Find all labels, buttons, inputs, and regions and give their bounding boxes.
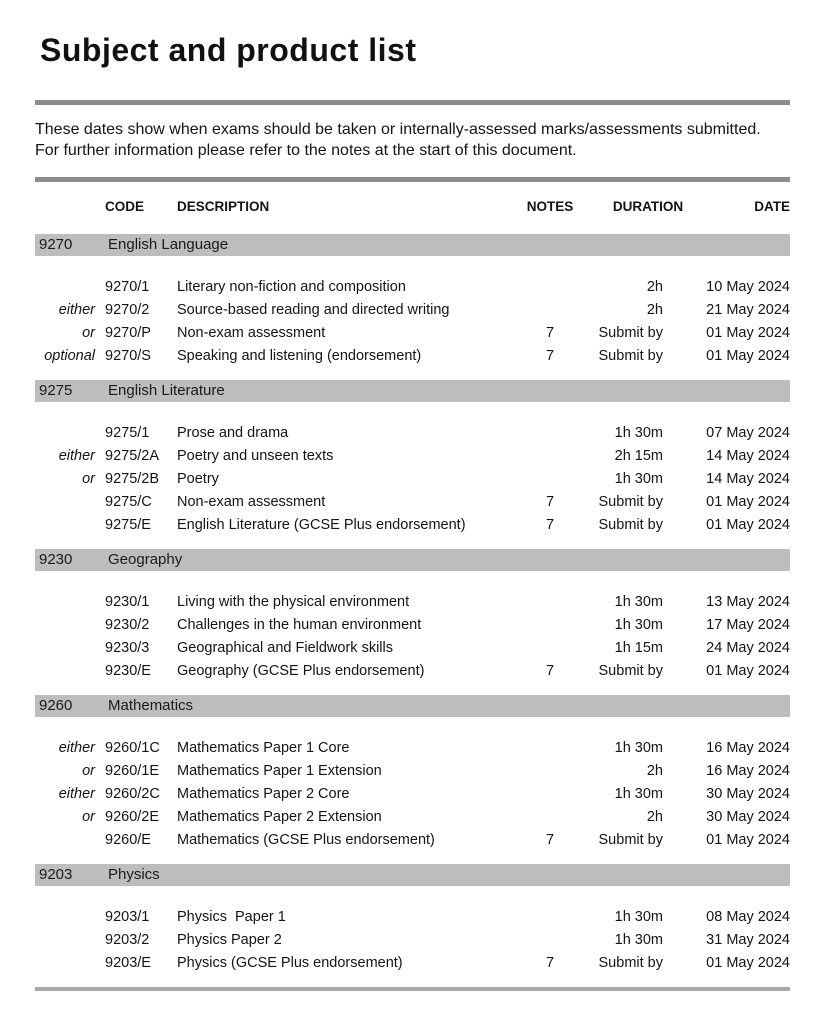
row-qualifier: or: [82, 325, 95, 341]
row-description: Mathematics Paper 2 Core: [177, 786, 350, 802]
table-row: [35, 322, 790, 345]
row-date: 14 May 2024: [706, 448, 790, 464]
row-date: 10 May 2024: [706, 279, 790, 295]
row-qualifier: either: [58, 786, 95, 802]
row-qualifier: or: [82, 809, 95, 825]
row-duration: Submit by: [598, 517, 663, 533]
row-code: 9203/E: [105, 955, 151, 971]
row-duration: 2h: [646, 763, 663, 779]
row-description: Non-exam assessment: [177, 494, 326, 510]
table-row: [35, 806, 790, 829]
table-row: [35, 737, 790, 760]
row-description: Prose and drama: [177, 425, 289, 441]
section-bar-code: 9270: [39, 236, 73, 253]
subject-section: [35, 695, 790, 852]
row-qualifier: [35, 952, 95, 975]
row-code: 9260/2C: [105, 786, 160, 802]
row-notes: [505, 614, 583, 637]
section-rows: [35, 422, 790, 537]
table-row: [35, 952, 790, 975]
row-qualifier: [35, 906, 95, 929]
row-date: 01 May 2024: [706, 494, 790, 510]
row-date: 07 May 2024: [706, 425, 790, 441]
table-row: [35, 660, 790, 683]
row-duration: 1h 30m: [614, 740, 663, 756]
row-description: Geography (GCSE Plus endorsement): [177, 663, 425, 679]
row-code: 9260/E: [105, 832, 151, 848]
row-qualifier: either: [58, 302, 95, 318]
row-code: 9230/1: [105, 594, 150, 610]
row-code: 9275/1: [105, 425, 150, 441]
section-bar: [35, 695, 790, 717]
horizontal-rule-under-intro: [35, 177, 790, 182]
sections: [35, 234, 790, 975]
row-duration: 2h: [646, 302, 663, 318]
row-notes: [505, 468, 583, 491]
row-qualifier: [35, 929, 95, 952]
section-rows: [35, 591, 790, 683]
subject-section: [35, 380, 790, 537]
section-bar: [35, 549, 790, 571]
row-qualifier: either: [58, 740, 95, 756]
row-date: 31 May 2024: [706, 932, 790, 948]
row-code: 9275/E: [105, 517, 151, 533]
table-row: [35, 514, 790, 537]
section-rows: [35, 906, 790, 975]
row-date: 01 May 2024: [706, 517, 790, 533]
column-header-duration: DURATION: [612, 199, 684, 214]
row-code: 9260/1C: [105, 740, 160, 756]
row-notes: [505, 276, 583, 299]
row-duration: Submit by: [598, 663, 663, 679]
row-code: 9203/2: [105, 932, 150, 948]
row-notes: [505, 929, 583, 952]
table-row: [35, 468, 790, 491]
table-row: [35, 445, 790, 468]
row-duration: Submit by: [598, 955, 663, 971]
row-notes: [505, 445, 583, 468]
subject-section: [35, 864, 790, 975]
row-code: 9270/1: [105, 279, 150, 295]
column-header-date: DATE: [754, 199, 790, 214]
row-description: Living with the physical environment: [177, 594, 410, 610]
row-notes: [505, 637, 583, 660]
section-rows: [35, 276, 790, 368]
row-duration: 1h 15m: [614, 640, 663, 656]
table-row: [35, 614, 790, 637]
section-bar-title: Mathematics: [108, 697, 194, 714]
row-code: 9203/1: [105, 909, 150, 925]
row-qualifier: or: [82, 763, 95, 779]
row-description: Non-exam assessment: [177, 325, 326, 341]
section-bar-code: 9275: [39, 382, 73, 399]
row-duration: 1h 30m: [614, 786, 663, 802]
row-duration: Submit by: [598, 348, 663, 364]
row-description: Physics (GCSE Plus endorsement): [177, 955, 403, 971]
row-notes: 7: [545, 832, 555, 848]
row-description: Mathematics Paper 1 Core: [177, 740, 350, 756]
row-description: English Literature (GCSE Plus endorsement): [177, 517, 466, 533]
row-notes: [505, 760, 583, 783]
row-qualifier: [35, 276, 95, 299]
row-notes: 7: [545, 663, 555, 679]
column-header-notes: NOTES: [526, 199, 574, 214]
row-notes: [505, 806, 583, 829]
row-date: 01 May 2024: [706, 832, 790, 848]
row-duration: 2h: [646, 809, 663, 825]
row-duration: 1h 30m: [614, 932, 663, 948]
subject-section: [35, 549, 790, 683]
row-notes: 7: [545, 494, 555, 510]
row-description: Mathematics Paper 2 Extension: [177, 809, 382, 825]
row-code: 9275/2B: [105, 471, 160, 487]
row-code: 9275/C: [105, 494, 152, 510]
row-notes: 7: [545, 325, 555, 341]
column-header-code: CODE: [105, 199, 145, 214]
row-code: 9275/2A: [105, 448, 160, 464]
row-description: Mathematics (GCSE Plus endorsement): [177, 832, 435, 848]
row-description: Speaking and listening (endorsement): [177, 348, 422, 364]
row-qualifier: [35, 514, 95, 537]
table-row: [35, 422, 790, 445]
section-bar-title: Physics: [108, 866, 160, 883]
row-qualifier: [35, 637, 95, 660]
row-duration: 2h 15m: [614, 448, 663, 464]
row-qualifier: or: [82, 471, 95, 487]
row-code: 9270/S: [105, 348, 151, 364]
row-notes: 7: [545, 348, 555, 364]
row-code: 9230/E: [105, 663, 151, 679]
page-title: Subject and product list: [40, 32, 417, 68]
row-code: 9270/P: [105, 325, 151, 341]
row-code: 9230/2: [105, 617, 150, 633]
section-bar: [35, 380, 790, 402]
subject-section: [35, 234, 790, 368]
row-duration: 2h: [646, 279, 663, 295]
section-bar: [35, 234, 790, 256]
table-row: [35, 299, 790, 322]
column-header-qualifier: [35, 198, 95, 216]
row-date: 17 May 2024: [706, 617, 790, 633]
row-duration: Submit by: [598, 494, 663, 510]
row-qualifier: either: [58, 448, 95, 464]
section-bar-title: English Language: [108, 236, 229, 253]
row-qualifier: [35, 591, 95, 614]
horizontal-rule-bottom: [35, 987, 790, 991]
row-code: 9230/3: [105, 640, 150, 656]
section-bar-title: Geography: [108, 551, 183, 568]
section-bar-code: 9260: [39, 697, 73, 714]
table-row: [35, 591, 790, 614]
row-date: 16 May 2024: [706, 763, 790, 779]
section-bar-title: English Literature: [108, 382, 225, 399]
row-date: 01 May 2024: [706, 348, 790, 364]
table-row: [35, 829, 790, 852]
row-duration: Submit by: [598, 325, 663, 341]
row-description: Poetry and unseen texts: [177, 448, 334, 464]
row-description: Geographical and Fieldwork skills: [177, 640, 393, 656]
row-date: 01 May 2024: [706, 955, 790, 971]
row-date: 24 May 2024: [706, 640, 790, 656]
row-description: Source-based reading and directed writing: [177, 302, 450, 318]
table-row: [35, 929, 790, 952]
section-rows: [35, 737, 790, 852]
row-duration: Submit by: [598, 832, 663, 848]
row-date: 14 May 2024: [706, 471, 790, 487]
row-notes: [505, 591, 583, 614]
horizontal-rule-top: [35, 100, 790, 105]
row-duration: 1h 30m: [614, 594, 663, 610]
table-row: [35, 760, 790, 783]
table-row: [35, 276, 790, 299]
row-qualifier: [35, 491, 95, 514]
row-duration: 1h 30m: [614, 471, 663, 487]
table-row: [35, 783, 790, 806]
table-row: [35, 637, 790, 660]
row-date: 16 May 2024: [706, 740, 790, 756]
row-date: 13 May 2024: [706, 594, 790, 610]
row-code: 9260/1E: [105, 763, 160, 779]
row-qualifier: optional: [44, 348, 95, 364]
intro-text: These dates show when exams should be taken or internally-assessed marks/assessments submitted. For further information please refer to the notes at the start of this document.: [35, 121, 770, 159]
row-date: 01 May 2024: [706, 325, 790, 341]
row-notes: 7: [545, 517, 555, 533]
row-code: 9270/2: [105, 302, 150, 318]
row-date: 21 May 2024: [706, 302, 790, 318]
section-bar-code: 9203: [39, 866, 73, 883]
table-header-row: [35, 198, 790, 216]
row-notes: [505, 737, 583, 760]
row-duration: 1h 30m: [614, 909, 663, 925]
row-description: Mathematics Paper 1 Extension: [177, 763, 382, 779]
row-description: Physics Paper 1: [177, 909, 286, 925]
section-bar: [35, 864, 790, 886]
row-notes: 7: [545, 955, 555, 971]
table-row: [35, 491, 790, 514]
table-row: [35, 906, 790, 929]
row-duration: 1h 30m: [614, 425, 663, 441]
row-notes: [505, 783, 583, 806]
row-description: Physics Paper 2: [177, 932, 282, 948]
section-bar-code: 9230: [39, 551, 73, 568]
row-description: Literary non-fiction and composition: [177, 279, 406, 295]
row-date: 01 May 2024: [706, 663, 790, 679]
row-qualifier: [35, 422, 95, 445]
row-date: 30 May 2024: [706, 786, 790, 802]
row-qualifier: [35, 829, 95, 852]
row-date: 08 May 2024: [706, 909, 790, 925]
table-row: [35, 345, 790, 368]
row-date: 30 May 2024: [706, 809, 790, 825]
row-description: Challenges in the human environment: [177, 617, 422, 633]
row-qualifier: [35, 614, 95, 637]
row-description: Poetry: [177, 471, 219, 487]
row-notes: [505, 299, 583, 322]
row-notes: [505, 422, 583, 445]
row-notes: [505, 906, 583, 929]
row-code: 9260/2E: [105, 809, 160, 825]
row-qualifier: [35, 660, 95, 683]
row-duration: 1h 30m: [614, 617, 663, 633]
column-header-description: DESCRIPTION: [177, 199, 270, 214]
